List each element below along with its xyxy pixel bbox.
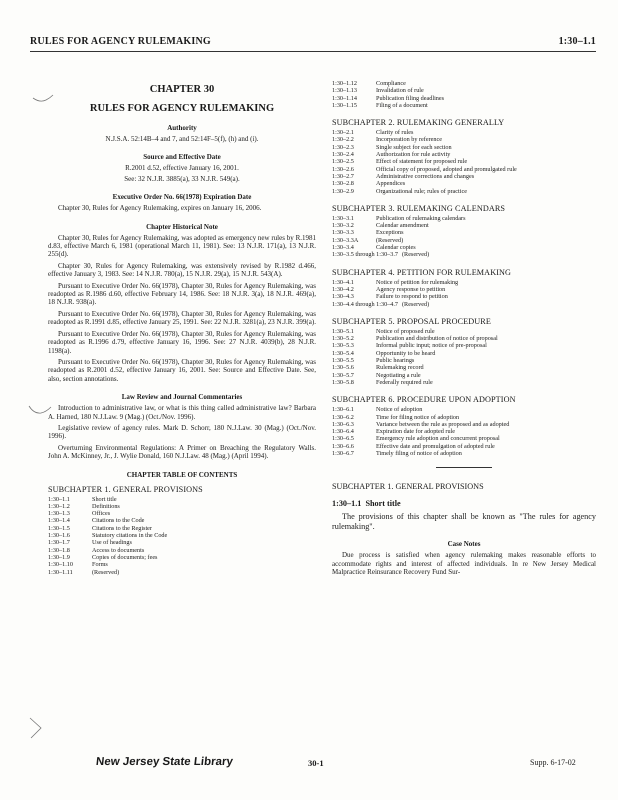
toc-entry: 1:30–1.12 Compliance <box>332 80 406 87</box>
historical-note-heading: Chapter Historical Note <box>146 222 218 231</box>
toc-subchapter-heading: SUBCHAPTER 1. GENERAL PROVISIONS <box>48 484 203 494</box>
toc-entry: 1:30–2.8 Appendices <box>332 180 406 188</box>
toc-entry: 1:30–6.6 Effective date and promulgation of adopted rule <box>332 442 495 450</box>
historical-note-paragraph: Pursuant to Executive Order No. 66(1978), Chapter 30, Rules for Agency Rulemaking, was readopted as R.1991 d.85, effective January 25, 1991. See: 22 N.J.R. 3281(a), 23 N.J.R. 399(a). <box>48 309 316 327</box>
case-notes-heading: Case Notes <box>447 540 481 549</box>
toc-entry: 1:30–1.5 Citations to the Register <box>48 524 152 532</box>
toc-entry: 1:30–1.8 Access to documents <box>48 546 145 554</box>
toc-entry: 1:30–5.8 Federally required rule <box>332 378 433 386</box>
toc-entry: 1:30–1.1 Short title <box>48 495 117 503</box>
body-subchapter-heading: SUBCHAPTER 1. GENERAL PROVISIONS <box>332 482 484 492</box>
toc-list <box>332 406 596 457</box>
toc-entry: 1:30–3.3A (Reserved) <box>332 236 404 244</box>
eo-heading: Executive Order No. 66(1978) Expiration Date <box>112 193 252 202</box>
section-heading <box>332 499 596 508</box>
toc-list <box>332 328 596 386</box>
toc-entry: 1:30–1.2 Definitions <box>48 502 120 510</box>
toc-entry: 1:30–6.2 Time for filing notice of adoption <box>332 413 460 421</box>
historical-note-paragraph: Pursuant to Executive Order No. 66(1978), Chapter 30, Rules for Agency Rulemaking, was readopted as R.1996 d.79, effective January 16, 1996. See: 27 N.J.R. 4039(b), 28 N.J.R. 1198(a). <box>48 329 316 355</box>
toc-entry: 1:30–5.3 Informal public input; notice of pre-proposal <box>332 342 487 350</box>
section-title: Short title <box>365 499 401 509</box>
toc-subchapter-heading: SUBCHAPTER 4. PETITION FOR RULEMAKING <box>332 267 512 277</box>
toc-entry: 1:30–2.9 Organizational rule; rules of practice <box>332 187 467 195</box>
toc-heading: CHAPTER TABLE OF CONTENTS <box>126 470 238 479</box>
toc-entry: 1:30–1.14 Publication filing deadlines <box>332 94 445 102</box>
toc-entry: 1:30–6.4 Expiration date for adopted rule <box>332 428 456 436</box>
toc-subchapter-heading: SUBCHAPTER 2. RULEMAKING GENERALLY <box>332 118 505 128</box>
toc-entry: 1:30–6.3 Variance between the rule as proposed and as adopted <box>332 420 510 428</box>
toc-entry: 1:30–2.6 Official copy of proposed, adopted and promulgated rule <box>332 165 517 173</box>
toc-entry: 1:30–2.3 Single subject for each section <box>332 143 452 151</box>
law-review-heading: Law Review and Journal Commentaries <box>121 393 243 402</box>
toc-entry: 1:30–4.2 Agency response to petition <box>332 285 446 293</box>
toc-subchapter-heading: SUBCHAPTER 3. RULEMAKING CALENDARS <box>332 203 506 213</box>
toc-list <box>332 215 596 259</box>
chapter-number: CHAPTER 30 <box>149 84 215 95</box>
header-section: 1:30–1.1 <box>558 36 596 47</box>
toc-entry: 1:30–2.7 Administrative corrections and changes <box>332 172 475 180</box>
right-column <box>332 80 596 580</box>
toc-entry: 1:30–5.4 Opportunity to be heard <box>332 349 436 357</box>
toc-entry: 1:30–1.3 Offices <box>48 510 111 518</box>
historical-note-paragraph: Pursuant to Executive Order No. 66(1978), Chapter 30, Rules for Agency Rulemaking, was readopted as R.2001 d.52, effective January 16, 2001. See: Source and Effective Date. See, also, section annotations. <box>48 357 316 383</box>
header-title: RULES FOR AGENCY RULEMAKING <box>30 36 211 47</box>
case-notes-text: Due process is satisfied when agency rulemaking makes reasonable efforts to accommodate rights and interest of affected individuals. In re New Jersey Medical Malpractice Reinsurance Recovery Fund Sur- <box>332 551 596 577</box>
toc-entry: 1:30–4.3 Failure to respond to petition <box>332 293 448 301</box>
toc-entry: 1:30–3.4 Calendar copies <box>332 244 416 252</box>
historical-note-paragraph: Pursuant to Executive Order No. 66(1978), Chapter 30, Rules for Agency Rulemaking, was readopted as R.1986 d.60, effective February 14, 1986. See: 18 N.J.R. 3(a), 18 N.J.R. 469(a), 18 N.J.R. 938(a). <box>48 281 316 307</box>
toc-entry: 1:30–3.2 Calendar amendment <box>332 222 429 230</box>
page-number: 30-1 <box>308 758 324 768</box>
historical-note-paragraph: Chapter 30, Rules for Agency Rulemaking, was extensively revised by R.1982 d.466, effective January 3, 1983. See: 14 N.J.R. 780(a), 15 N.J.R. 29(a), 15 N.J.R. 543(A). <box>48 261 316 279</box>
historical-note-paragraph: Chapter 30, Rules for Agency Rulemaking, was adopted as emergency new rules by R.1981 d.83, effective March 6, 1981 (operational March 11, 1981). See: 13 N.J.R. 171(a), 13 N.J.R. 255(d). <box>48 233 316 259</box>
toc-entry: 1:30–1.13 Invalidation of rule <box>332 87 424 95</box>
toc-entry: 1:30–4.1 Notice of petition for rulemaking <box>332 278 459 286</box>
toc-entry: 1:30–2.1 Clarity of rules <box>332 129 414 137</box>
toc-entry: 1:30–5.6 Rulemaking record <box>332 364 424 372</box>
section-divider <box>436 467 492 468</box>
toc-entry: 1:30–1.9 Copies of documents; fees <box>48 553 158 561</box>
toc-subchapter-heading: SUBCHAPTER 6. PROCEDURE UPON ADOPTION <box>332 395 516 405</box>
toc-entry: 1:30–1.6 Statutory citations in the Code <box>48 532 168 540</box>
header-rule <box>30 51 596 52</box>
law-review-entry: Introduction to administrative law, or what is this thing called administrative law? Barbara A. Harned, 180 N.J.Law. 9 (Mag.) (Oct./Nov. 1996). <box>48 404 316 421</box>
toc-list <box>332 279 596 308</box>
source-heading: Source and Effective Date <box>143 153 221 162</box>
eo-text: Chapter 30, Rules for Agency Rulemaking, expires on January 16, 2006. <box>58 204 262 213</box>
toc-entry: 1:30–5.1 Notice of proposed rule <box>332 327 435 335</box>
supplement-date: Supp. 6-17-02 <box>530 758 576 767</box>
toc-entry: 1:30–1.15 Filing of a document <box>332 101 428 109</box>
library-stamp: New Jersey State Library <box>95 756 234 768</box>
toc-entry: 1:30–2.2 Incorporation by reference <box>332 136 442 144</box>
law-review-entry: Legislative review of agency rules. Mark D. Schorr, 180 N.J.Law. 30 (Mag.) (Oct./Nov. 1996). <box>48 423 316 441</box>
toc-entry: 1:30–6.7 Timely filing of notice of adoption <box>332 449 462 457</box>
authority-text: N.J.S.A. 52:14B–4 and 7, and 52:14F–5(f), (h) and (i). <box>105 135 259 143</box>
toc-entry: 1:30–3.3 Exceptions <box>332 229 404 237</box>
page-footer <box>0 756 618 776</box>
toc-entry: 1:30–2.5 Effect of statement for proposed rule <box>332 158 468 166</box>
source-line-1: R.2001 d.52, effective January 16, 2001. <box>125 164 239 173</box>
toc-entry: 1:30–6.1 Notice of adoption <box>332 406 423 414</box>
toc-entry: 1:30–5.5 Public hearings <box>332 357 415 365</box>
toc-entry: 1:30–4.4 through 1:30–4.7 (Reserved) <box>332 300 430 308</box>
section-text: The provisions of this chapter shall be known as "The rules for agency rulemaking". <box>332 512 596 532</box>
left-column <box>48 84 316 576</box>
toc-entry: 1:30–1.4 Citations to the Code <box>48 517 145 525</box>
law-review-entry: Overturning Environmental Regulations: A Primer on Breaching the Regulatory Walls. John A. McKinney, Jr., J. Wylie Donald, 160 N.J.Law. 48 (Mag.) (April 1994). <box>48 443 316 461</box>
toc-entry: 1:30–5.7 Negotiating a rule <box>332 371 421 379</box>
section-number: 1:30–1.1 <box>332 499 362 509</box>
toc-entry: 1:30–1.11 (Reserved) <box>48 568 120 576</box>
toc-entry: 1:30–2.4 Authorization for rule activity <box>332 151 451 159</box>
toc-entry: 1:30–1.10 Forms <box>48 561 108 569</box>
toc-entry: 1:30–3.5 through 1:30–3.7 (Reserved) <box>332 251 430 259</box>
toc-entry: 1:30–1.7 Use of headings <box>48 539 132 547</box>
toc-list <box>48 496 316 576</box>
toc-list <box>332 129 596 195</box>
toc-entry: 1:30–6.5 Emergency rule adoption and concurrent proposal <box>332 435 500 443</box>
toc-entry: 1:30–5.2 Publication and distribution of notice of proposal <box>332 335 498 343</box>
toc-entry: 1:30–3.1 Publication of rulemaking calendars <box>332 214 466 222</box>
authority-heading: Authority <box>167 124 197 132</box>
toc-list <box>332 80 596 109</box>
margin-mark-icon <box>28 716 44 740</box>
running-header <box>30 36 596 50</box>
source-line-2: See: 32 N.J.R. 3885(a), 33 N.J.R. 549(a). <box>124 174 240 183</box>
toc-subchapter-heading: SUBCHAPTER 5. PROPOSAL PROCEDURE <box>332 316 491 326</box>
chapter-title: RULES FOR AGENCY RULEMAKING <box>89 103 275 114</box>
